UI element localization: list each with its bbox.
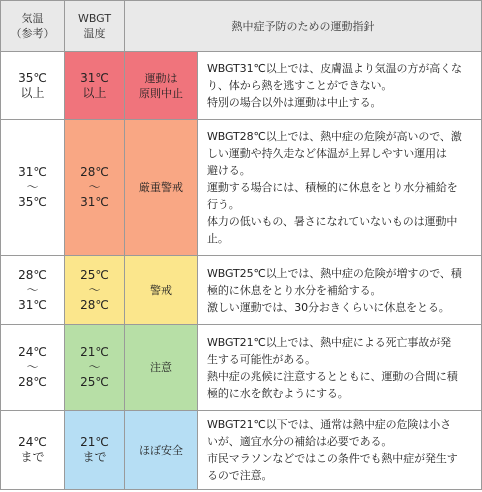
description-cell (198, 120, 482, 256)
description-cell (198, 325, 482, 411)
wbgt-cell (65, 120, 125, 256)
temp-cell (1, 411, 65, 490)
wbgt-line: まで (82, 450, 107, 464)
description-line: 避ける。 (207, 164, 251, 177)
wbgt-line: 28℃ (80, 297, 109, 312)
description-line: WBGT28℃以上では、熱中症の危険が高いので、激 (207, 130, 462, 143)
header-guideline: 熱中症予防のための運動指針 (125, 1, 482, 52)
wbgt-line: ～ (88, 360, 101, 374)
description-line: いが、適宜水分の補給は必要である。 (207, 435, 393, 448)
description-line: 運動する場合には、積極的に休息をとり水分補給を (207, 181, 458, 194)
description-line: るので注意。 (207, 469, 273, 482)
description-line: 生する可能性がある。 (207, 352, 316, 366)
header-temp-line: （参考） (10, 27, 55, 40)
temp-line: 24℃ (18, 435, 47, 449)
level-line: ほぼ安全 (139, 443, 183, 457)
wbgt-line: 21℃ (80, 345, 109, 359)
table-row (1, 256, 482, 325)
wbgt-line: 28℃ (80, 165, 109, 179)
wbgt-cell (65, 52, 125, 120)
table-row (1, 120, 482, 256)
description-cell (198, 256, 482, 325)
table-row (1, 325, 482, 411)
temp-line: 31℃ (18, 165, 47, 179)
description-line: WBGT21℃以下では、通常は熱中症の危険は小さ (207, 418, 452, 431)
temp-line: 24℃ (18, 345, 47, 359)
description-line: 極的に休息をとり水分を補給する。 (207, 283, 382, 297)
temp-line: 31℃ (18, 297, 47, 312)
level-line: 原則中止 (139, 86, 183, 100)
wbgt-line: ～ (88, 180, 101, 194)
wbgt-cell (65, 325, 125, 411)
level-cell (125, 411, 198, 490)
wbgt-cell (65, 411, 125, 490)
header-temp-line: 気温 (21, 12, 44, 25)
wbgt-cell (65, 256, 125, 325)
temp-cell (1, 120, 65, 256)
header-wbgt-line: WBGT (77, 12, 112, 25)
level-line: 警戒 (150, 283, 172, 297)
description-line: 市民マラソンなどではこの条件でも熱中症が発生す (207, 452, 458, 465)
description-line: 止。 (207, 232, 229, 245)
description-line: しい運動や持久走など体温が上昇しやすい運用は (207, 147, 447, 160)
level-cell (125, 325, 198, 411)
header-row (1, 1, 482, 52)
temp-cell (1, 52, 65, 120)
wbgt-line: 以上 (82, 85, 107, 100)
description-line: 激しい運動では、30分おきくらいに休息をとる。 (207, 300, 450, 314)
description-cell (198, 411, 482, 490)
header-wbgt-line: 温度 (83, 27, 106, 40)
description-line: WBGT25℃以上では、熱中症の危険が増すので、積 (207, 266, 462, 280)
temp-line: 以上 (20, 85, 45, 100)
description-cell (198, 52, 482, 120)
level-cell (125, 52, 198, 120)
description-line: 行う。 (207, 198, 240, 211)
wbgt-line: 31℃ (80, 195, 109, 209)
description-line: 極的に水を飲むようにする。 (207, 386, 349, 400)
description-line: 体力の低いもの、暑さになれていないものは運動中 (207, 215, 458, 228)
description-line: 特別の場合以外は運動は中止する。 (207, 96, 382, 109)
level-line: 運動は (144, 71, 178, 85)
temp-line: 28℃ (18, 267, 47, 282)
temp-line: 35℃ (18, 70, 47, 85)
temp-line: ～ (26, 180, 39, 194)
level-line: 厳重警戒 (139, 181, 183, 194)
temp-line: ～ (26, 360, 39, 374)
wbgt-line: ～ (88, 282, 101, 297)
level-line: 注意 (150, 361, 172, 374)
description-line: 熱中症の兆候に注意するとともに、運動の合間に積 (207, 369, 458, 383)
temp-line: まで (20, 450, 45, 464)
level-cell (125, 120, 198, 256)
table-row (1, 52, 482, 120)
wbgt-line: 25℃ (80, 267, 109, 282)
description-line: り、体から熱を逃すことができない。 (207, 79, 393, 92)
header-temp (1, 1, 65, 52)
wbgt-line: 21℃ (80, 435, 109, 449)
description-line: WBGT21℃以上では、熱中症による死亡事故が発 (207, 335, 452, 349)
temp-line: 28℃ (18, 375, 47, 389)
level-cell (125, 256, 198, 325)
wbgt-line: 31℃ (80, 70, 109, 85)
wbgt-line: 25℃ (80, 375, 109, 389)
description-line: WBGT31℃以上では、皮膚温より気温の方が高くな (207, 62, 462, 75)
table-row (1, 411, 482, 490)
temp-line: ～ (26, 282, 39, 297)
temp-cell (1, 256, 65, 325)
header-wbgt (65, 1, 125, 52)
temp-line: 35℃ (18, 195, 47, 209)
temp-cell (1, 325, 65, 411)
